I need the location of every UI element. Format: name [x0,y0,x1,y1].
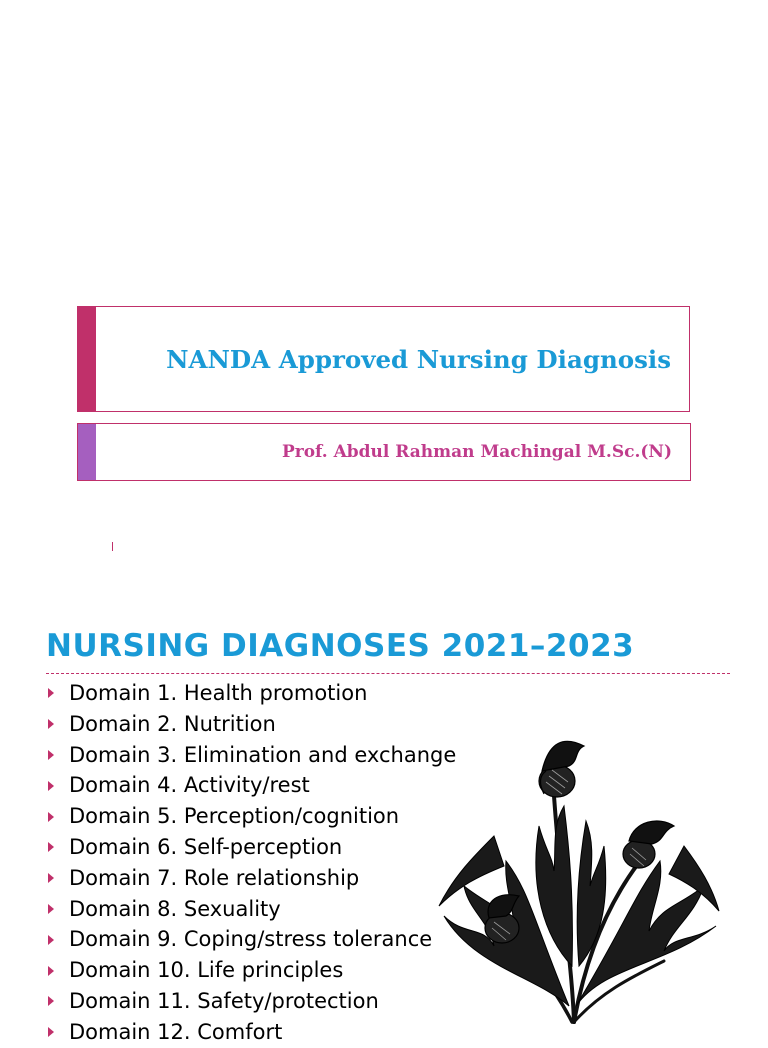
bullet-triangle-icon [48,894,62,925]
list-item [48,863,438,894]
domain-label: Domain 5. Perception/cognition [69,804,400,829]
domain-label: Domain 6. Self-perception [69,834,343,859]
list-item [48,1017,438,1048]
list-item [48,986,438,1017]
domain-label: Domain 11. Safety/protection [69,988,379,1013]
text-cursor-mark [112,542,113,551]
list-item [48,678,438,709]
domain-label: Domain 8. Sexuality [69,896,281,921]
list-item [48,740,457,771]
domain-label: Domain 3. Elimination and exchange [69,742,457,767]
bullet-triangle-icon [48,740,62,771]
domain-label: Domain 7. Role relationship [69,865,360,890]
domain-label: Domain 4. Activity/rest [69,773,310,798]
domain-label: Domain 1. Health promotion [69,681,368,705]
title-box [77,306,690,412]
domain-label: Domain 9. Coping/stress tolerance [69,927,433,952]
presentation-subtitle: Prof. Abdul Rahman Machingal M.Sc.(N) [281,442,672,462]
bullet-triangle-icon [48,801,62,832]
subtitle-accent-bar [78,424,96,480]
bullet-triangle-icon [48,832,62,863]
domain-label: Domain 10. Life principles [69,958,344,983]
bullet-triangle-icon [48,770,62,801]
list-item [48,770,438,801]
list-item [48,709,438,740]
list-item [48,894,438,925]
domain-list [48,678,457,1044]
slide-heading: NURSING DIAGNOSES 2021–2023 [46,628,635,664]
domain-label: Domain 2. Nutrition [69,711,276,736]
subtitle-box [77,423,691,481]
bullet-triangle-icon [48,955,62,986]
title-accent-bar [78,307,96,411]
domain-label: Domain 12. Comfort [69,1019,283,1044]
heading-divider [46,673,730,674]
bullet-triangle-icon [48,1017,62,1048]
bullet-triangle-icon [48,709,62,740]
list-item [48,832,438,863]
bullet-triangle-icon [48,986,62,1017]
bullet-triangle-icon [48,678,62,709]
bullet-triangle-icon [48,863,62,894]
bullet-triangle-icon [48,924,62,955]
list-item [48,924,438,955]
presentation-title: NANDA Approved Nursing Diagnosis [166,344,671,374]
list-item [48,955,438,986]
thistle-illustration [434,736,722,1022]
list-item [48,801,438,832]
